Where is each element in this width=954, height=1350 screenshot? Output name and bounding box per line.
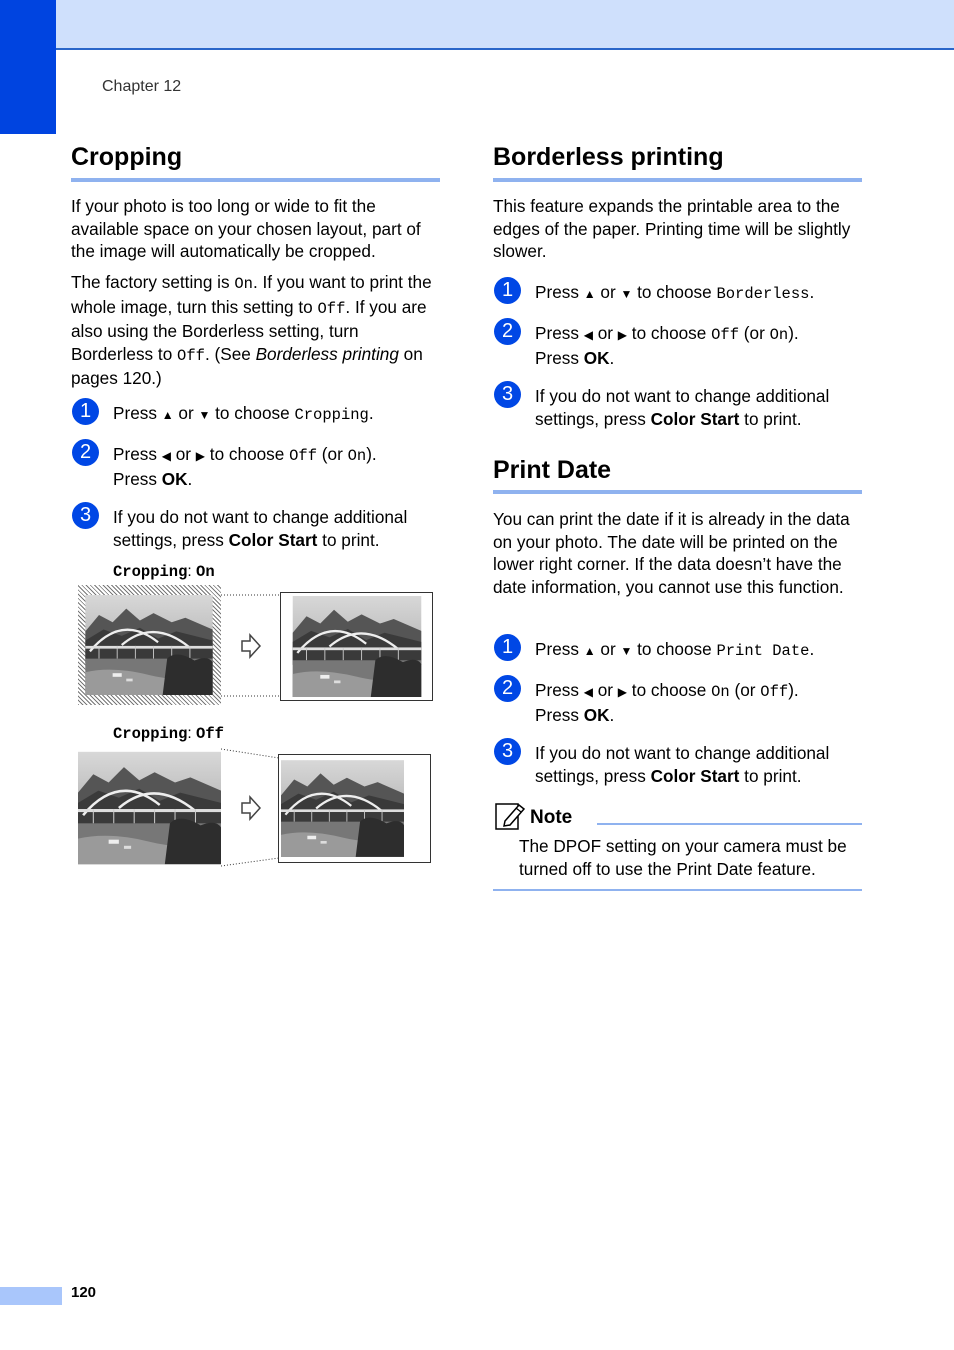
section-title-cropping: Cropping [71,143,183,171]
right-triangle-icon: ▶ [617,685,628,699]
step-text: Press ◀ or ▶ to choose Off (or On). Press OK. [113,444,377,489]
header-band [56,0,954,50]
note-pencil-icon [495,801,527,831]
figure-caption: Cropping: Off [113,725,224,743]
print-date-intro: You can print the date if it is already in the data on your photo. The date will be printed on the lower right corner. If the data doesn’t have the date information, you cannot use this function. [493,509,850,597]
down-triangle-icon: ▼ [198,408,211,422]
step-text: Press ◀ or ▶ to choose Off (or On). Press OK. [535,323,799,368]
step-number: 1 [494,277,521,304]
left-triangle-icon: ◀ [161,449,171,463]
note-label: Note [530,807,573,828]
step-text: If you do not want to change additional settings, press Color Start to print. [535,386,830,429]
page-number: 120 [71,1284,97,1301]
chapter-label: Chapter 12 [102,78,182,95]
step-text: Press ◀ or ▶ to choose On (or Off). Press OK. [535,680,799,725]
right-triangle-icon: ▶ [617,328,628,342]
landscape-photo [82,595,216,695]
print-paper [280,592,433,701]
left-triangle-icon: ◀ [583,685,593,699]
step-number: 3 [494,738,521,765]
note-rule-bottom [493,889,862,891]
step-number: 1 [72,398,99,425]
step-number: 3 [72,502,99,529]
up-triangle-icon: ▲ [583,644,596,658]
up-triangle-icon: ▲ [583,287,596,301]
borderless-intro: This feature expands the printable area to the edges of the paper. Printing time will be slightly slower. [493,196,851,261]
step-text: Press ▲ or ▼ to choose Cropping. [113,403,374,424]
note-rule-top [597,823,862,825]
step-number: 2 [494,675,521,702]
title-rule [71,178,440,182]
right-triangle-icon: ▶ [195,449,206,463]
step-number: 2 [72,439,99,466]
printed-photo [286,596,428,697]
step-text: If you do not want to change additional settings, press Color Start to print. [113,507,408,550]
title-rule [493,490,862,494]
section-title-borderless: Borderless printing [493,143,724,171]
arrow-right-icon [240,633,262,659]
photo-cropped-area [78,585,221,705]
step-text: Press ▲ or ▼ to choose Borderless. [535,282,815,303]
print-paper [278,754,431,863]
cropping-factory-setting: The factory setting is On. If you want to print the whole image, turn this setting to Off. If you are also using the Borderless setting, turn Borderless to Off. (See Borderless printing on pages 120.) [71,272,432,388]
printed-photo [281,758,404,859]
step-text: Press ▲ or ▼ to choose Print Date. [535,639,815,660]
step-number: 3 [494,381,521,408]
left-triangle-icon: ◀ [583,328,593,342]
page-number-bar [0,1287,62,1305]
cross-reference: Borderless printing [255,343,399,364]
step-number: 1 [494,634,521,661]
chapter-tab [0,0,56,134]
figure-caption: Cropping: On [113,563,215,581]
note-text: The DPOF setting on your camera must be turned off to use the Print Date feature. [519,836,847,879]
down-triangle-icon: ▼ [620,287,633,301]
cropping-intro: If your photo is too long or wide to fit the available space on your chosen layout, part of the image will automatically be cropped. [71,196,421,261]
landscape-photo [78,748,221,868]
step-text: If you do not want to change additional settings, press Color Start to print. [535,743,830,786]
title-rule [493,178,862,182]
up-triangle-icon: ▲ [161,408,174,422]
step-number: 2 [494,318,521,345]
section-title-print-date: Print Date [493,456,612,484]
down-triangle-icon: ▼ [620,644,633,658]
arrow-right-icon [240,795,262,821]
